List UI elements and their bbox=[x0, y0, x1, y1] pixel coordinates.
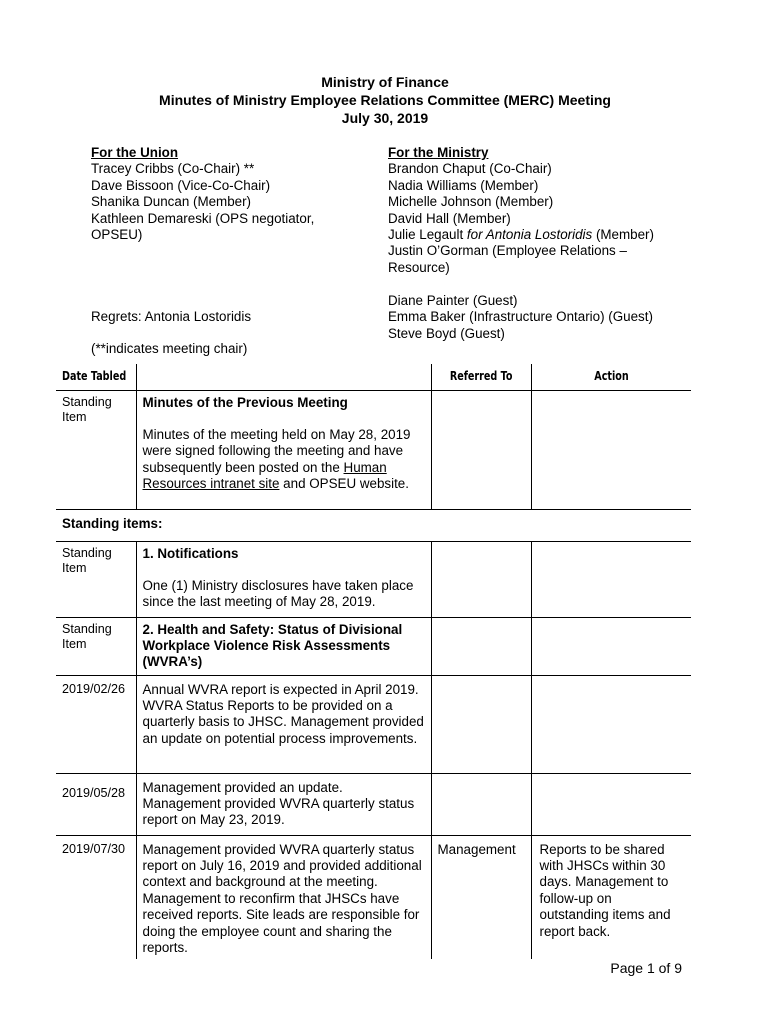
union-member: Tracey Cribbs (Co-Chair) ** bbox=[91, 161, 255, 177]
section-row bbox=[56, 509, 691, 541]
ministry-member: Justin O’Gorman (Employee Relations – bbox=[388, 243, 627, 259]
item-cell: Management provided WVRA quarterly status report on July 16, 2019 and provided additional context and background at the meeting. Management to reconfirm that JHSCs have received reports. Site leads are responsible for doing the employee count and sharing the reports. bbox=[136, 835, 431, 959]
union-member: Shanika Duncan (Member) bbox=[91, 194, 252, 210]
ministry-member-legault bbox=[388, 227, 688, 243]
union-attendees bbox=[91, 145, 361, 243]
date-cell: Standing Item bbox=[56, 390, 136, 509]
item-text-part: and OPSEU website. bbox=[279, 476, 409, 492]
table-row bbox=[56, 617, 691, 675]
action-cell bbox=[531, 773, 691, 835]
item-text bbox=[143, 427, 425, 493]
document-title: Ministry of Finance bbox=[321, 74, 449, 90]
header-date-cell bbox=[56, 364, 136, 390]
regrets: Regrets: Antonia Lostoridis bbox=[91, 309, 252, 324]
union-member: Kathleen Demareski (OPS negotiator, bbox=[91, 210, 315, 226]
table-row bbox=[56, 773, 691, 835]
date-cell: 2019/07/30 bbox=[56, 835, 136, 959]
minutes-table bbox=[56, 364, 691, 959]
item-text-part: Minutes of the meeting held on May 28, 2019 were signed following the meeting and have subsequently been posted on the bbox=[142, 426, 411, 475]
table-row bbox=[56, 835, 691, 959]
action-cell bbox=[531, 390, 691, 509]
item-cell bbox=[136, 541, 431, 617]
date-cell: 2019/02/26 bbox=[56, 675, 136, 773]
action-cell bbox=[531, 541, 691, 617]
guest: Diane Painter (Guest) bbox=[388, 293, 518, 308]
document-subtitle: Minutes of Ministry Employee Relations Committee (MERC) Meeting bbox=[159, 92, 611, 108]
chair-note: (**indicates meeting chair) bbox=[91, 341, 248, 356]
referred-cell: Management bbox=[431, 835, 531, 959]
legault-role: (Member) bbox=[592, 227, 654, 243]
action-cell bbox=[531, 617, 691, 675]
item-title: 2. Health and Safety: Status of Divisional Workplace Violence Risk Assessments (WVRA’s) bbox=[142, 621, 403, 670]
date-cell: 2019/05/28 bbox=[56, 773, 136, 835]
union-member: OPSEU) bbox=[91, 227, 143, 243]
ministry-member: Nadia Williams (Member) bbox=[388, 177, 539, 193]
header-empty-cell bbox=[136, 364, 431, 390]
table-header-row bbox=[56, 364, 691, 390]
col-referred-to: Referred To bbox=[449, 369, 513, 383]
guest: Emma Baker (Infrastructure Ontario) (Guest) bbox=[388, 309, 653, 325]
table-row bbox=[56, 675, 691, 773]
meeting-date: July 30, 2019 bbox=[341, 110, 429, 126]
table-row bbox=[56, 390, 691, 509]
referred-cell bbox=[431, 773, 531, 835]
item-text: One (1) Ministry disclosures have taken place since the last meeting of May 28, 2019. bbox=[142, 577, 414, 610]
date-cell: Standing Item bbox=[56, 541, 136, 617]
header-referred-cell bbox=[431, 364, 531, 390]
item-title: Minutes of the Previous Meeting bbox=[142, 394, 348, 410]
referred-cell bbox=[431, 675, 531, 773]
ministry-member: David Hall (Member) bbox=[388, 210, 511, 226]
item-cell: Annual WVRA report is expected in April 2019. WVRA Status Reports to be provided on a quarterly basis to JHSC. Management provided an update on potential process improvements. bbox=[136, 675, 431, 773]
ministry-heading: For the Ministry bbox=[388, 145, 489, 160]
union-heading: For the Union bbox=[91, 145, 179, 160]
ministry-member: Michelle Johnson (Member) bbox=[388, 194, 554, 210]
legault-name: Julie Legault bbox=[388, 227, 467, 243]
ministry-member: Brandon Chaput (Co-Chair) bbox=[388, 161, 552, 177]
ministry-attendees bbox=[388, 145, 688, 276]
date-cell: Standing Item bbox=[56, 617, 136, 675]
referred-cell bbox=[431, 541, 531, 617]
item-cell bbox=[136, 390, 431, 509]
item-cell: Management provided an update. Management provided WVRA quarterly status report on May 23, 2019. bbox=[136, 773, 431, 835]
item-title: 1. Notifications bbox=[142, 545, 239, 561]
guest: Steve Boyd (Guest) bbox=[388, 325, 505, 341]
union-member: Dave Bissoon (Vice-Co-Chair) bbox=[91, 177, 271, 193]
action-cell: Reports to be shared with JHSCs within 30 days. Management to follow-up on outstanding items and report back. bbox=[531, 835, 691, 959]
ministry-guests bbox=[388, 293, 688, 342]
item-cell bbox=[136, 617, 431, 675]
col-date-tabled: Date Tabled bbox=[62, 369, 127, 383]
page-number: Page 1 of 9 bbox=[610, 960, 682, 976]
col-action: Action bbox=[594, 369, 629, 383]
ministry-member: Resource) bbox=[388, 259, 450, 275]
legault-for: for Antonia Lostoridis bbox=[466, 227, 593, 243]
referred-cell bbox=[431, 617, 531, 675]
section-heading: Standing items: bbox=[56, 509, 691, 541]
referred-cell bbox=[431, 390, 531, 509]
table-row bbox=[56, 541, 691, 617]
header-action-cell bbox=[531, 364, 691, 390]
action-cell bbox=[531, 675, 691, 773]
hr-intranet-link[interactable]: Human Resources intranet site bbox=[142, 459, 387, 492]
